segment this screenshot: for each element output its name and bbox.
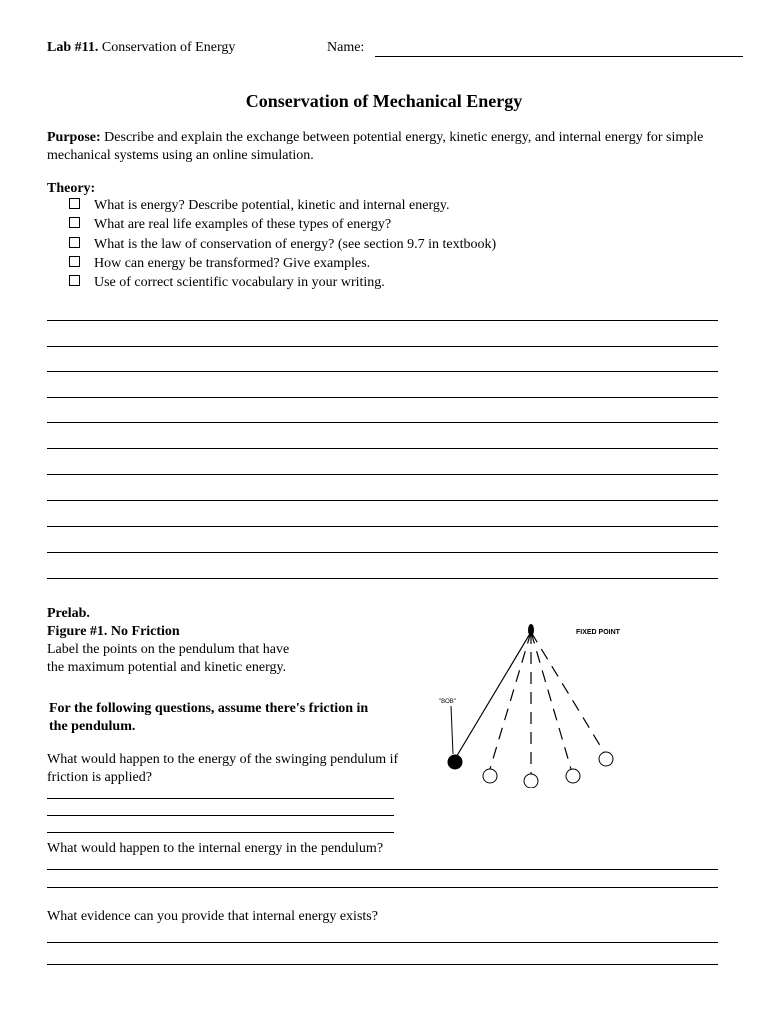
checkbox-icon[interactable] [69, 198, 80, 209]
answer-line[interactable] [47, 578, 718, 579]
checkbox-icon[interactable] [69, 237, 80, 248]
friction-note: For the following questions, assume there's friction in the pendulum. [49, 701, 369, 734]
lab-title: Conservation of Energy [101, 40, 236, 55]
answer-line[interactable] [47, 371, 718, 372]
pendulum-diagram [437, 618, 637, 788]
answer-line[interactable] [47, 346, 718, 347]
bob-label: "BOB" [439, 699, 456, 705]
figure-description: Label the points on the pendulum that have the maximum potential and kinetic energy. [47, 642, 290, 675]
name-field-line[interactable] [375, 56, 743, 57]
question-internal-energy: What would happen to the internal energy in the pendulum? [47, 841, 384, 856]
answer-line[interactable] [47, 474, 718, 475]
pendulum-string [455, 632, 531, 759]
pendulum-ghost-bob [483, 769, 497, 783]
lab-header [47, 40, 235, 56]
checkbox-icon[interactable] [69, 275, 80, 286]
figure-title: Figure #1. No Friction [47, 624, 180, 639]
bob-pointer-line [451, 706, 453, 754]
pendulum-ghost-bob [566, 769, 580, 783]
theory-checklist-item: What is the law of conservation of energy? (see section 9.7 in textbook) [69, 236, 496, 254]
answer-line[interactable] [47, 500, 718, 501]
lab-number: Lab #11. [47, 40, 99, 55]
answer-line[interactable] [47, 887, 718, 888]
answer-line[interactable] [47, 397, 718, 398]
pendulum-ghost-bob [524, 774, 538, 788]
answer-line[interactable] [47, 552, 718, 553]
answer-line[interactable] [47, 832, 394, 833]
prelab-heading: Prelab. [47, 606, 90, 621]
answer-line[interactable] [47, 798, 394, 799]
pendulum-bob [448, 755, 463, 770]
pendulum-dashed-string [490, 632, 531, 769]
theory-checklist-item: What are real life examples of these types of energy? [69, 216, 391, 234]
answer-line[interactable] [47, 815, 394, 816]
theory-checklist-item: Use of correct scientific vocabulary in your writing. [69, 274, 385, 292]
theory-checklist-item: What is energy? Describe potential, kinetic and internal energy. [69, 197, 449, 215]
checkbox-icon[interactable] [69, 217, 80, 228]
answer-line[interactable] [47, 422, 718, 423]
purpose-text: Describe and explain the exchange between potential energy, kinetic energy, and internal energy for simple mechanical systems using an online simulation. [47, 130, 704, 163]
answer-line[interactable] [47, 526, 718, 527]
name-label: Name: [327, 40, 365, 55]
pendulum-ghost-bob [599, 752, 613, 766]
purpose-section [47, 129, 727, 165]
answer-line[interactable] [47, 964, 718, 965]
answer-line[interactable] [47, 869, 718, 870]
fixed-point-label: FIXED POINT [576, 629, 620, 636]
answer-line[interactable] [47, 320, 718, 321]
question-evidence: What evidence can you provide that internal energy exists? [47, 909, 378, 924]
answer-line[interactable] [47, 942, 718, 943]
pendulum-dashed-string [531, 632, 604, 752]
checkbox-icon[interactable] [69, 256, 80, 267]
pendulum-dashed-string [531, 632, 571, 769]
page-title: Conservation of Mechanical Energy [245, 91, 523, 111]
theory-heading: Theory: [47, 181, 96, 196]
answer-line[interactable] [47, 448, 718, 449]
theory-checklist-item: How can energy be transformed? Give examples. [69, 255, 370, 273]
purpose-label: Purpose: [47, 130, 101, 145]
question-energy-friction: What would happen to the energy of the swinging pendulum if friction is applied? [47, 752, 399, 785]
